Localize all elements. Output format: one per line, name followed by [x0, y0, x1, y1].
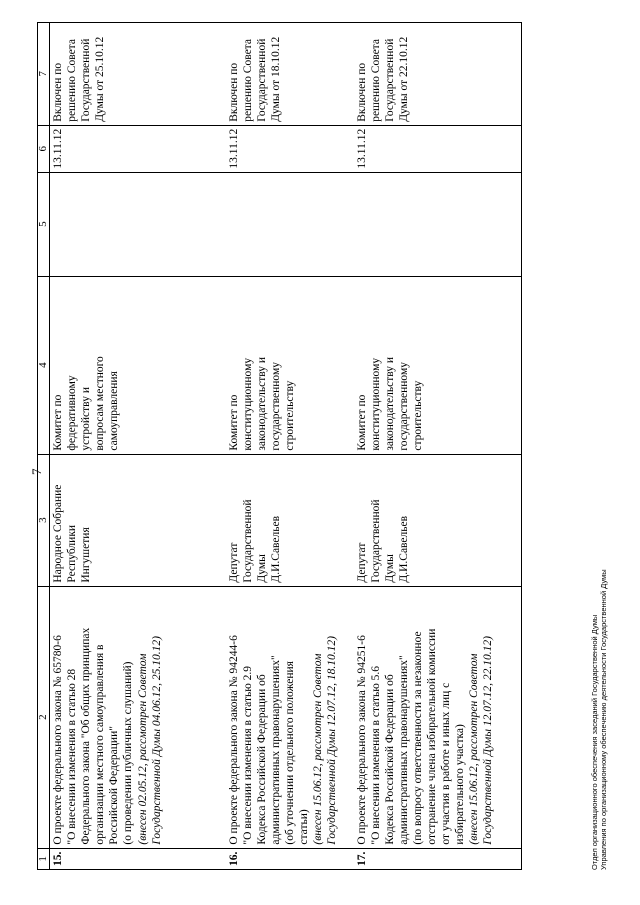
decision-line: Включен по	[355, 62, 368, 122]
author-cell	[354, 454, 522, 586]
date-cell	[354, 125, 522, 172]
decision-line: Думы от 25.10.12	[94, 36, 107, 122]
bill-text-line: Федерального закона "Об общих принципах	[80, 627, 93, 845]
committee-line: государственному	[269, 362, 282, 451]
bill-note-line: (внесен 15.06.12, рассмотрен Советом	[468, 653, 481, 845]
author-cell	[226, 454, 354, 586]
footer-line: Управления по организационному обеспечению деятельности Государственной Думы	[599, 569, 608, 870]
author-cell	[50, 454, 226, 586]
committee-line: Комитет по	[227, 394, 240, 451]
header-cell: 2	[38, 586, 50, 848]
author-line: Д.И.Савельев	[269, 515, 282, 583]
bill-text-line: Российской Федерации"	[108, 726, 121, 845]
row-number: 15.	[52, 851, 64, 866]
decision-line: Государственной	[255, 38, 268, 122]
decision-line: Государственной	[383, 38, 396, 122]
row-number-cell	[226, 848, 354, 869]
committee-line: конституционному	[241, 357, 254, 451]
author-line: Ингушетия	[80, 527, 93, 583]
bill-text-line: (по вопросу ответственности за незаконное	[411, 631, 424, 845]
column-5-cell	[354, 172, 522, 276]
committee-cell	[226, 276, 354, 454]
bill-note-line: Государственной Думы 04.06.12, 25.10.12)	[150, 636, 163, 845]
committee-cell	[50, 276, 226, 454]
bill-cell	[50, 586, 226, 848]
bill-text-line: "О внесении изменения в статью 28	[66, 668, 79, 845]
decision-line: решению Совета	[66, 39, 79, 122]
decision-cell	[50, 22, 226, 125]
bill-text-line: от участия в работе и иных лиц с	[440, 682, 453, 845]
committee-line: федеративному	[66, 375, 79, 451]
committee-line: устройству и	[80, 387, 93, 451]
date-value: 13.11.12	[52, 128, 64, 169]
table-row	[50, 22, 226, 869]
committee-line: государственному	[397, 362, 410, 451]
committee-line: Комитет по	[52, 394, 64, 451]
committee-line: строительству	[411, 380, 424, 451]
bills-table	[37, 22, 522, 870]
bill-text-line: Кодекса Российской Федерации об	[255, 674, 268, 845]
committee-line: законодательству и	[383, 356, 396, 451]
author-line: Депутат	[355, 542, 368, 583]
author-line: Народное Собрание	[52, 484, 64, 583]
header-cell: 4	[38, 276, 50, 454]
bill-note-line: (внесен 15.06.12, рассмотрен Советом	[312, 653, 325, 845]
bill-text-line: О проекте федерального закона № 94244-6	[227, 635, 240, 845]
row-number: 17.	[355, 851, 368, 866]
bill-text-line: отстранение члена избирательной комиссии	[425, 628, 438, 845]
footer	[590, 569, 608, 870]
committee-line: законодательству и	[255, 356, 268, 451]
row-number-cell	[50, 848, 226, 869]
decision-line: Включен по	[227, 62, 240, 122]
bill-text-line: административных правонарушениях"	[269, 655, 282, 845]
bill-note-line: Государственной Думы 12.07.12, 18.10.12)	[326, 636, 339, 845]
committee-line: вопросам местного	[94, 356, 107, 451]
committee-line: самоуправления	[108, 371, 121, 451]
committee-line: строительству	[283, 380, 296, 451]
row-number-cell	[354, 848, 522, 869]
date-value: 13.11.12	[355, 128, 368, 169]
header-row	[38, 22, 50, 869]
author-line: Думы	[255, 554, 268, 583]
row-number: 16.	[227, 851, 240, 866]
decision-line: Думы от 22.10.12	[397, 36, 410, 122]
bill-text-line: (о проведении публичных слушаний)	[122, 661, 135, 845]
table-row	[354, 22, 522, 869]
author-line: Депутат	[227, 542, 240, 583]
date-cell	[50, 125, 226, 172]
header-cell: 5	[38, 172, 50, 276]
bill-cell	[354, 586, 522, 848]
date-cell	[226, 125, 354, 172]
bill-text-line: организации местного самоуправления в	[94, 644, 107, 845]
bill-text-line: статьи)	[297, 809, 310, 845]
bill-text-line: "О внесении изменения в статью 5.6	[369, 665, 382, 845]
author-line: Государственной	[241, 499, 254, 583]
bill-text-line: О проекте федерального закона № 65780-6	[52, 635, 64, 845]
decision-cell	[354, 22, 522, 125]
header-cell: 6	[38, 125, 50, 172]
author-line: Республики	[66, 524, 79, 583]
bill-text-line: Кодекса Российской Федерации об	[383, 674, 396, 845]
decision-line: Включен по	[52, 62, 64, 122]
table-row	[226, 22, 354, 869]
decision-line: решению Совета	[369, 39, 382, 122]
date-value: 13.11.12	[227, 128, 240, 169]
bill-note-line: Государственной Думы 12.07.12, 22.10.12)	[482, 636, 495, 845]
decision-line: решению Совета	[241, 39, 254, 122]
bill-text-line: административных правонарушениях"	[397, 655, 410, 845]
bill-cell	[226, 586, 354, 848]
author-line: Думы	[383, 554, 396, 583]
committee-cell	[354, 276, 522, 454]
bill-text-line: (об уточнении отдельного положения	[283, 661, 296, 845]
header-cell: 7	[38, 22, 50, 125]
decision-cell	[226, 22, 354, 125]
bill-note-line: (внесен 02.05.12, рассмотрен Советом	[136, 653, 149, 845]
decision-line: Думы от 18.10.12	[269, 36, 282, 122]
column-5-cell	[226, 172, 354, 276]
author-line: Государственной	[369, 499, 382, 583]
header-cell: 1	[38, 848, 50, 869]
decision-line: Государственной	[80, 38, 93, 122]
author-line: Д.И.Савельев	[397, 515, 410, 583]
footer-line: Отдел организационного обеспечения заседаний Государственной Думы	[590, 614, 599, 870]
page-number: 7	[29, 468, 44, 475]
column-5-cell	[50, 172, 226, 276]
committee-line: Комитет по	[355, 394, 368, 451]
bill-text-line: О проекте федерального закона № 94251-6	[355, 635, 368, 845]
committee-line: конституционному	[369, 357, 382, 451]
bill-text-line: "О внесении изменения в статью 2.9	[241, 665, 254, 845]
header-cell: 3	[38, 454, 50, 586]
bill-text-line: избирательного участка)	[454, 724, 467, 845]
